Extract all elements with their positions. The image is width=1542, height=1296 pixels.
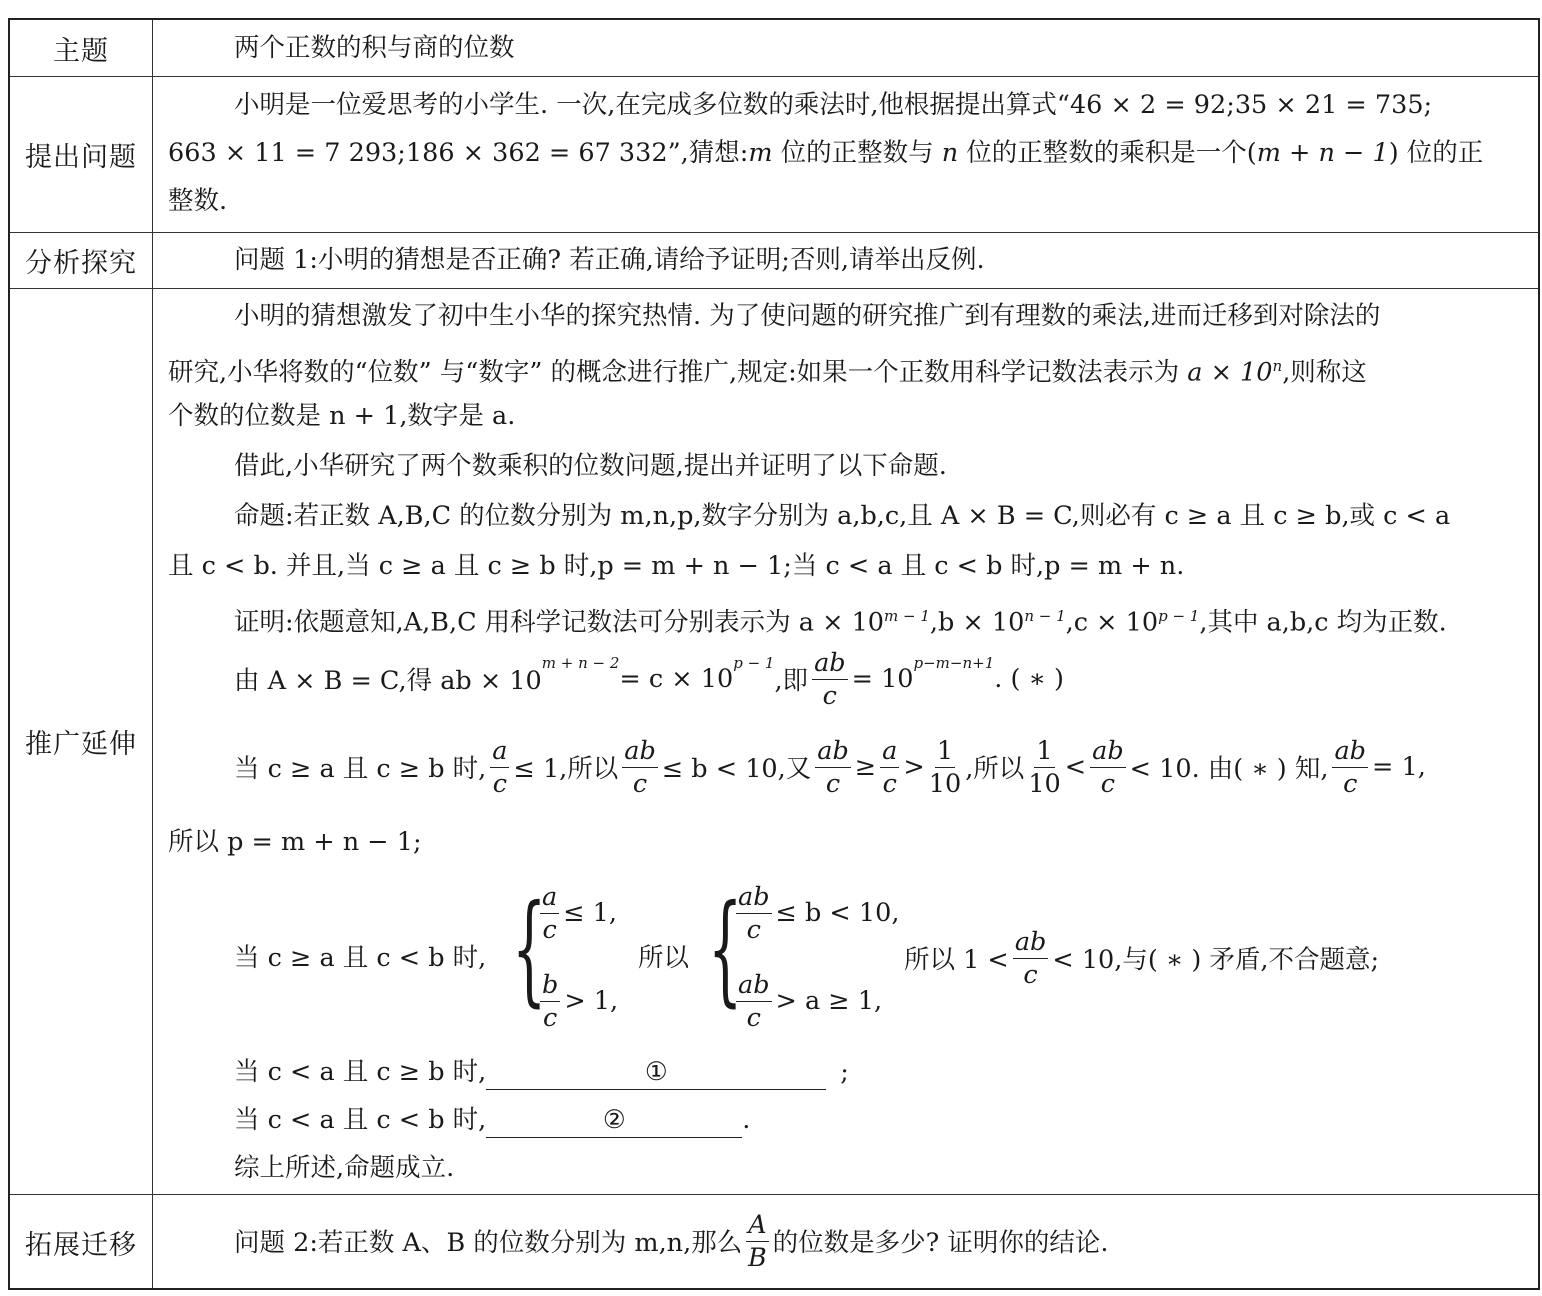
case-2-conclusion: 所以 1 < ab c < 10,与( ∗ ) 矛盾,不合题意; [904,926,1380,990]
row-label-topic: 主题 [53,35,109,67]
topic-text: 两个正数的积与商的位数 [234,33,515,63]
row-label-extend: 推广延伸 [25,728,137,760]
fraction-ab-c: $\frac{ab}{c}$ [1334,735,1366,799]
system-2-row-1: $\frac{ab}{c}$ ≤ b < 10, [738,881,900,945]
case-1-line: 当 c ≥ a 且 c ≥ b 时, $\frac{a}{c}$ ≤ 1,所以 $\frac{ab}{c}$ ≤ b < 10,又 $\frac{ab}{c}$ ≥ $\frac{a}{c}$ > 1 10 ,所以 1 10 < ab c < 10. 由( ∗ ) 知, $\frac{ab}{c}$ = 1, [234,735,1426,799]
row-label-analyze: 分析探究 [25,247,137,279]
extend-para-4: 借此,小华研究了两个数乘积的位数问题,提出并证明了以下命题. [234,451,947,481]
proposition-line-2: 且 c < b. 并且,当 c ≥ a 且 c ≥ b 时,p = m + n − 1;当 c < a 且 c < b 时,p = m + n. [168,551,1185,581]
fraction-1-10: 1 10 [928,735,962,799]
proof-summary: 综上所述,命题成立. [234,1153,455,1183]
raise-line-3: 整数. [168,186,228,216]
fraction-ab-c: ab c [1092,735,1124,799]
case-3-line: 当 c < a 且 c ≥ b 时, ① ; [234,1055,849,1089]
fraction-ab-c: $\frac{ab}{c}$ [814,647,846,711]
case-2-intro: 当 c ≥ a 且 c < b 时, [234,943,487,973]
extend-para-1: 小明的猜想激发了初中生小华的探究热情. 为了使问题的研究推广到有理数的乘法,进而迁移到对除法的 [234,301,1381,331]
case-4-line: 当 c < a 且 c < b 时, ② . [234,1103,750,1137]
proposition-line-1: 命题:若正数 A,B,C 的位数分别为 m,n,p,数字分别为 a,b,c,且 A × B = C,则必有 c ≥ a 且 c ≥ b,或 c < a [234,501,1451,531]
fraction-a-c: $\frac{a}{c}$ [492,735,508,799]
analyze-cell [168,232,1528,288]
fraction-a-c: $\frac{a}{c}$ [882,735,898,799]
fraction-ab-c: $\frac{ab}{c}$ [817,735,849,799]
system-2-row-2: ab c > a ≥ 1, [738,969,883,1033]
column-divider [152,20,153,1288]
extend-para-2: 研究,小华将数的“位数” 与“数字” 的概念进行推广,规定:如果一个正数用科学记数法表示为 $a \times 10^n$,则称这 [168,357,1367,388]
system-1-row-2: b c > 1, [542,969,619,1033]
system-1-row-1: $\frac{a}{c}$ ≤ 1, [542,881,618,945]
proof-line-1: 证明:依题意知,A,B,C 用科学记数法可分别表示为 $a \times 10^{m - 1},b \times 10^{n - 1},c \times 10^{p - 1}$,其中 a,b,c 均为正数. [234,607,1447,638]
row-label-raise: 提出问题 [25,141,137,173]
fraction-1-10: 1 10 [1028,735,1061,799]
raise-line-1: 小明是一位爱思考的小学生. 一次,在完成多位数的乘法时,他根据提出算式“46 × 2 = 92;35 × 21 = 735; [234,90,1433,120]
case-1-conclusion: 所以 p = m + n − 1; [168,827,422,857]
expand-cell [168,1194,1528,1290]
raise-line-2: 663 × 11 = 7 293;186 × 362 = 67 332”,猜想:m 位的正整数与 n 位的正整数的乘积是一个(m + n − 1) 位的正 [168,138,1484,168]
question-2: 问题 2:若正数 A、B 的位数分别为 m,n,那么 A B 的位数是多少? 证明你的结论. [234,1209,1109,1273]
extend-cell [168,288,1528,1194]
answer-blank-2[interactable]: ② [486,1103,742,1138]
fraction-A-B: A B [748,1209,767,1273]
left-brace: { [512,880,547,1019]
question-1: 问题 1:小明的猜想是否正确? 若正确,请给予证明;否则,请举出反例. [234,245,985,275]
content-table [8,18,1540,1290]
topic-cell [168,20,1528,76]
fraction-ab-c: $\frac{ab}{c}$ [624,735,656,799]
system-connector: 所以 [638,943,690,973]
raise-cell [168,76,1528,232]
left-brace: { [708,880,743,1019]
extend-para-3: 个数的位数是 n + 1,数字是 a. [168,401,516,431]
proof-line-2: 由 A × B = C,得 ab × 10 m + n − 2 = c × 10 p − 1 ,即 $\frac{ab}{c}$ = 10 p−m−n+1 . ( ∗ ) [234,647,1064,711]
row-label-expand: 拓展迁移 [25,1229,137,1261]
answer-blank-1[interactable]: ① [486,1055,826,1090]
